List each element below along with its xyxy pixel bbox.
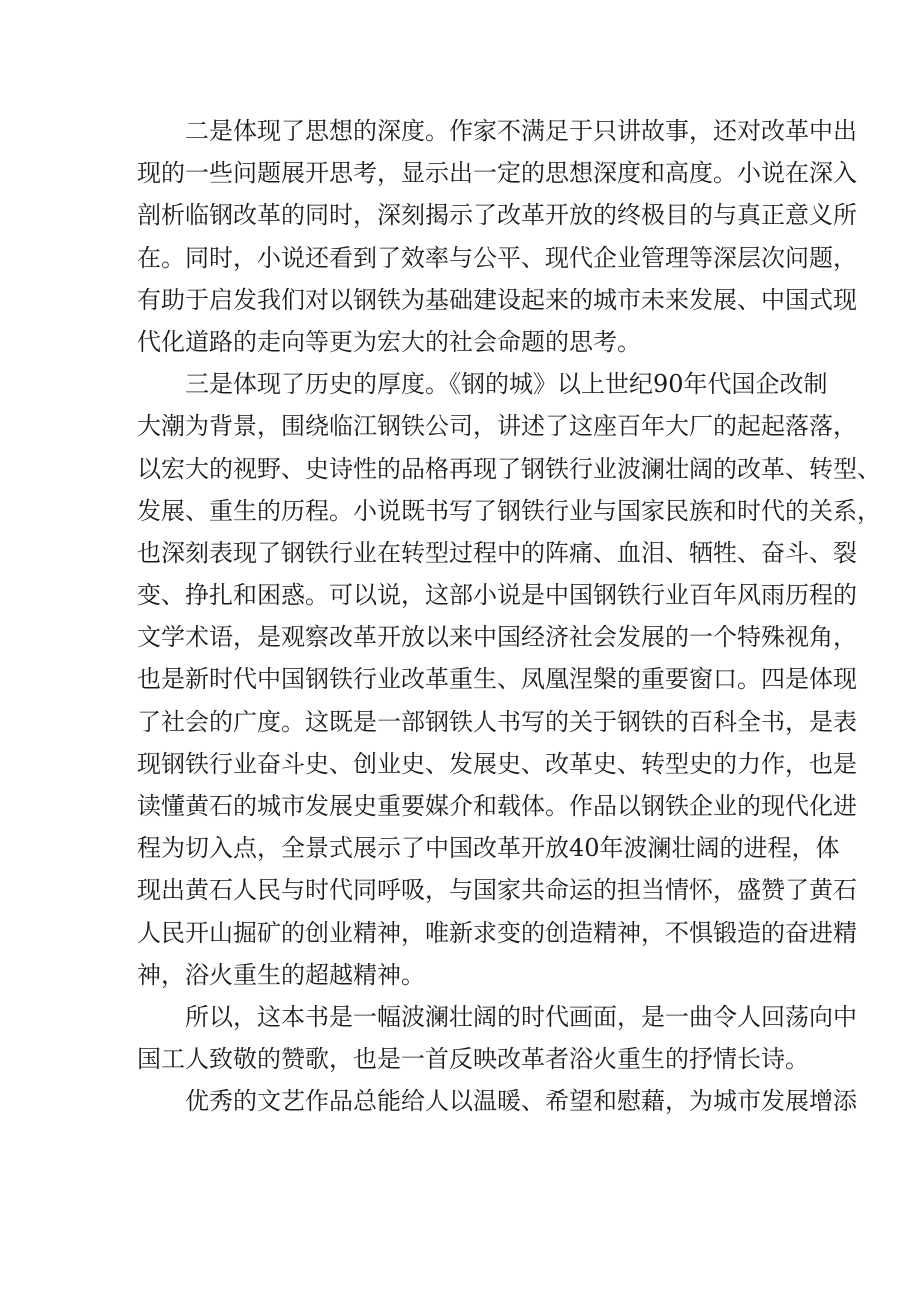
text-line: 神，浴火重生的超越精神。 <box>137 960 425 989</box>
text-line: 人民开山掘矿的创业精神，唯新求变的创造精神，不惧锻造的奋进精 <box>137 918 857 947</box>
text-line: 读懂黄石的城市发展史重要媒介和载体。作品以钢铁企业的现代化进 <box>137 792 857 820</box>
text-line: 大潮为背景，围绕临江钢铁公司，讲述了这座百年大厂的起起落落， <box>137 412 857 441</box>
text-line: 剖析临钢改革的同时，深刻揭示了改革开放的终极目的与真正意义所 <box>137 201 857 230</box>
text-line: 现钢铁行业奋斗史、创业史、发展史、改革史、转型史的力作，也是 <box>137 749 857 778</box>
text-line: 现出黄石人民与时代同呼吸，与国家共命运的担当情怀，盛赞了黄石 <box>137 876 857 905</box>
text-line: 代化道路的走向等更为宏大的社会命题的思考。 <box>137 327 641 356</box>
text-line: 现的一些问题展开思考，显示出一定的思想深度和高度。小说在深入 <box>137 159 857 188</box>
document-page <box>137 110 881 1123</box>
text-line: 所以，这本书是一幅波澜壮阔的时代画面，是一曲令人回荡向中 <box>185 1002 857 1031</box>
text-line: 变、挣扎和困惑。可以说，这部小说是中国钢铁行业百年风雨历程的 <box>137 581 857 610</box>
text-line: 国工人致敬的赞歌，也是一首反映改革者浴火重生的抒情长诗。 <box>137 1045 809 1074</box>
text-line: 优秀的文艺作品总能给人以温暖、希望和慰藉，为城市发展增添 <box>185 1087 857 1116</box>
text-line: 发展、重生的历程。小说既书写了钢铁行业与国家民族和时代的关系， <box>137 496 881 525</box>
text-line: 了社会的广度。这既是一部钢铁人书写的关于钢铁的百科全书，是表 <box>137 707 857 736</box>
text-line: 二是体现了思想的深度。作家不满足于只讲故事，还对改革中出 <box>185 117 857 145</box>
text-line: 以宏大的视野、史诗性的品格再现了钢铁行业波澜壮阔的改革、转型、 <box>137 454 881 483</box>
text-line: 也深刻表现了钢铁行业在转型过程中的阵痛、血泪、牺牲、奋斗、裂 <box>137 538 857 567</box>
text-line: 程为切入点，全景式展示了中国改革开放40年波澜壮阔的进程，体 <box>137 834 840 863</box>
text-line: 三是体现了历史的厚度。《钢的城》以上世纪90年代国企改制 <box>185 370 828 399</box>
text-line: 也是新时代中国钢铁行业改革重生、凤凰涅槃的重要窗口。四是体现 <box>137 665 857 694</box>
text-line: 有助于启发我们对以钢铁为基础建设起来的城市未来发展、中国式现 <box>137 285 857 314</box>
text-line: 在。同时，小说还看到了效率与公平、现代企业管理等深层次问题， <box>137 243 857 272</box>
text-line: 文学术语，是观察改革开放以来中国经济社会发展的一个特殊视角， <box>137 623 857 652</box>
